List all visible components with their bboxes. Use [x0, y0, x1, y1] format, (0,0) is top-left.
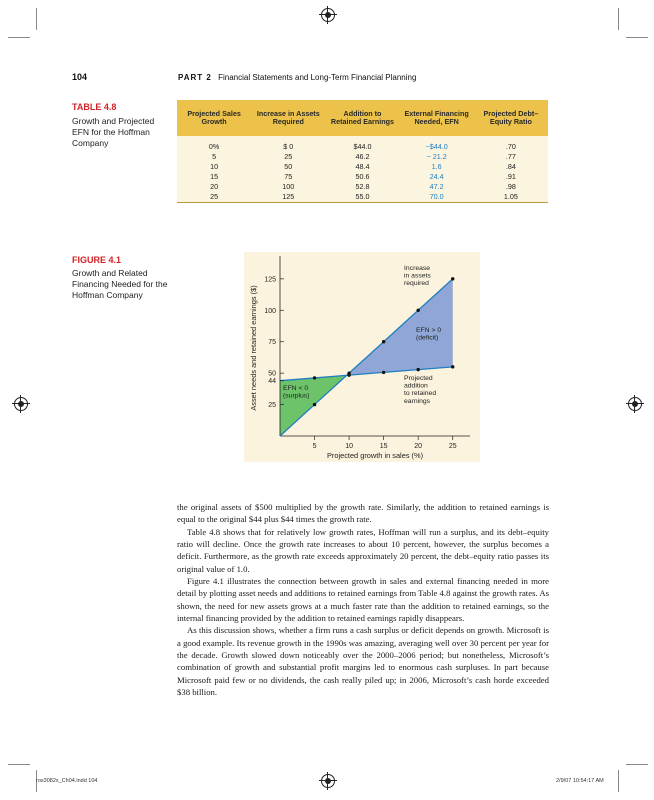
table-row — [177, 192, 548, 203]
table-cell: 5 — [177, 152, 251, 162]
table-cell: 1.05 — [474, 192, 548, 203]
table-cell: 55.0 — [325, 192, 399, 203]
y-axis-label: Asset needs and retained earnings ($) — [249, 285, 258, 411]
column-header: Projected Sales Growth — [177, 100, 251, 136]
timestamp-slug: 2/9/07 10:54:17 AM — [556, 778, 604, 784]
table-row — [177, 136, 548, 152]
growth-efn-chart — [244, 252, 480, 462]
table-cell: 50 — [251, 162, 325, 172]
efn-cell: −$44.0 — [400, 136, 474, 152]
retained-point — [451, 365, 454, 368]
crop-mark — [618, 770, 619, 792]
column-header: Projected Debt–Equity Ratio — [474, 100, 548, 136]
column-header: Increase in Assets Required — [251, 100, 325, 136]
assets-point — [416, 309, 419, 312]
table-cell: 25 — [251, 152, 325, 162]
retained-annotation-line: to retained — [404, 390, 437, 398]
table-row — [177, 162, 548, 172]
table-cell: 0% — [177, 136, 251, 152]
retained-annotation-line: earnings — [404, 397, 431, 405]
assets-point — [451, 277, 454, 280]
deficit-annotation — [416, 327, 441, 342]
part-label: PART 2 — [178, 73, 212, 82]
column-header: Addition to Retained Earnings — [325, 100, 399, 136]
y-tick-label: 100 — [264, 307, 276, 315]
table-label: TABLE 4.8 — [72, 102, 117, 112]
registration-mark-icon — [321, 8, 335, 22]
table-cell: .91 — [474, 172, 548, 182]
file-slug: ros3082x_Ch04.indd 104 — [36, 778, 98, 784]
assets-point — [382, 340, 385, 343]
registration-mark-icon — [14, 397, 28, 411]
paragraph: the original assets of $500 multiplied by the growth rate. Similarly, the addition to retained earnings is equal to the original $44 plus $44 times the growth rate. — [177, 502, 549, 525]
efn-cell: 1.6 — [400, 162, 474, 172]
table-row — [177, 172, 548, 182]
column-header: External Financing Needed, EFN — [400, 100, 474, 136]
table-cell: 100 — [251, 182, 325, 192]
x-tick-label: 20 — [414, 443, 423, 450]
table-cell: $ 0 — [251, 136, 325, 152]
surplus-annotation — [283, 385, 309, 400]
crop-mark — [8, 764, 30, 765]
body-text — [177, 501, 549, 699]
table-cell: 20 — [177, 182, 251, 192]
page-number: 104 — [72, 72, 88, 82]
registration-mark-icon — [628, 397, 642, 411]
registration-mark-icon — [321, 774, 335, 788]
surplus-annotation-line: (surplus) — [283, 392, 310, 400]
retained-point — [347, 373, 350, 376]
table-caption: Growth and Projected EFN for the Hoffman Company — [72, 116, 155, 148]
table-row — [177, 182, 548, 192]
retained-annotation — [404, 375, 436, 405]
x-tick-label: 10 — [345, 443, 353, 450]
table-cell: $44.0 — [325, 136, 399, 152]
crop-mark — [618, 8, 619, 30]
table-cell: .84 — [474, 162, 548, 172]
table-cell: 10 — [177, 162, 251, 172]
table-cell: .98 — [474, 182, 548, 192]
x-tick-label: 5 — [312, 443, 317, 450]
x-tick-label: 25 — [448, 443, 457, 450]
paragraph: Figure 4.1 illustrates the connection between growth in sales and external financing needed in more detail by plotting asset needs and additions to retained earnings from Table 4.8 against the growth rates. As shown, the need for new assets grows at a much faster rate than the addition to retained earnings, so the internal financing provided by the addition to retained earnings rapidly disappears. — [177, 576, 549, 624]
assets-annotation-line: Increase — [404, 265, 431, 272]
x-tick-label: 15 — [379, 443, 388, 450]
table-cell: 52.8 — [325, 182, 399, 192]
assets-annotation-line: in assets — [404, 272, 431, 280]
paragraph: As this discussion shows, whether a firm runs a cash surplus or deficit depends on growth. Microsoft is a good example. Its revenue growth in the 1990s was amazing, averaging well over 30 percent per year for the decade. Growth slowed down noticeably over the 2000–2006 period; but nonetheless, Microsoft’s combination of growth and substantial profit margins led to enormous cash surpluses. In part because Microsoft paid few or no dividends, the cash really piled up; in 2006, Microsoft’s cash horde exceeded $38 billion. — [177, 625, 549, 698]
crop-mark — [8, 37, 30, 38]
crop-mark — [626, 37, 648, 38]
figure-caption: Growth and Related Financing Needed for the Hoffman Company — [72, 268, 168, 300]
assets-annotation-line: required — [404, 280, 429, 288]
retained-annotation-line: Projected — [404, 375, 433, 382]
paragraph: Table 4.8 shows that for relatively low growth rates, Hoffman will run a surplus, and its debt–equity ratio will decline. Once the growth rate increases to about 10 percent, however, the surplus becomes a deficit. Furthermore, as the growth rate exceeds approximately 20 percent, the debt–equity ratio passes its original value of 1.0. — [177, 526, 549, 574]
table-cell: 48.4 — [325, 162, 399, 172]
retained-point — [313, 376, 316, 379]
table-cell: 50.6 — [325, 172, 399, 182]
retained-point — [382, 371, 385, 374]
y-tick-label: 44 — [268, 378, 276, 386]
table-row — [177, 152, 548, 162]
crop-mark — [36, 8, 37, 30]
efn-table — [177, 100, 548, 203]
table-cell: 75 — [251, 172, 325, 182]
y-tick-label: 125 — [264, 276, 276, 284]
part-title: Financial Statements and Long-Term Financial Planning — [218, 73, 417, 82]
y-tick-label: 75 — [268, 339, 276, 347]
surplus-annotation-line: EFN < 0 — [283, 385, 309, 392]
table-cell: 125 — [251, 192, 325, 203]
crop-mark — [626, 764, 648, 765]
deficit-annotation-line: (deficit) — [416, 334, 439, 342]
table-cell: 25 — [177, 192, 251, 203]
table-header-row — [177, 100, 548, 136]
assets-annotation — [404, 265, 431, 287]
deficit-annotation-line: EFN > 0 — [416, 327, 442, 334]
table-cell: .77 — [474, 152, 548, 162]
retained-point — [416, 368, 419, 371]
table-cell: 46.2 — [325, 152, 399, 162]
assets-point — [313, 403, 316, 406]
table-cell: .70 — [474, 136, 548, 152]
y-tick-label: 50 — [268, 370, 276, 378]
running-head — [178, 73, 416, 82]
table-cell: 15 — [177, 172, 251, 182]
figure-label: FIGURE 4.1 — [72, 255, 122, 265]
x-axis-label: Projected growth in sales (%) — [326, 451, 424, 460]
efn-cell: − 21.2 — [400, 152, 474, 162]
y-tick-label: 25 — [268, 402, 276, 410]
efn-cell: 70.0 — [400, 192, 474, 203]
efn-cell: 24.4 — [400, 172, 474, 182]
retained-annotation-line: addition — [404, 382, 428, 390]
efn-cell: 47.2 — [400, 182, 474, 192]
